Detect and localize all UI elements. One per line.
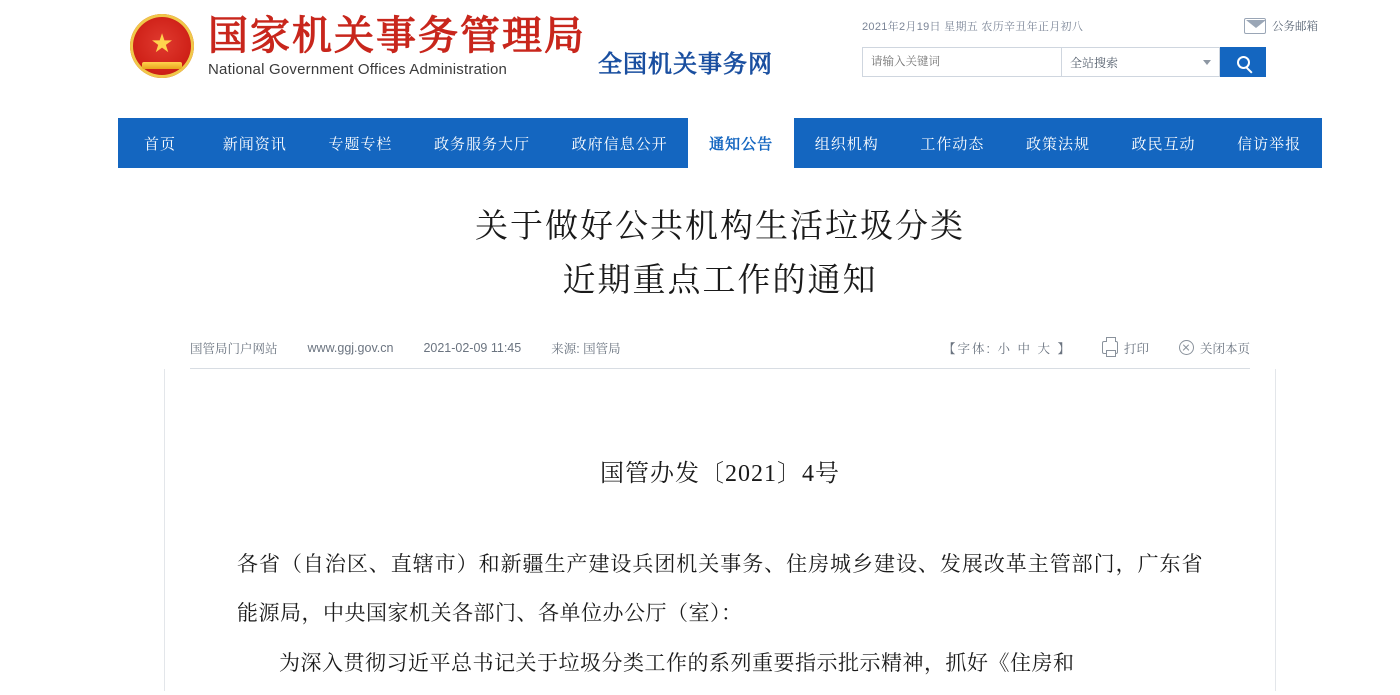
fontsize-medium-button[interactable]: 中 bbox=[1017, 341, 1032, 356]
document-paragraph-1: 各省（自治区、直辖市）和新疆生产建设兵团机关事务、住房城乡建设、发展改革主管部门，广东省能源局，中央国家机关各部门、各单位办公厅（室）： bbox=[237, 551, 1203, 626]
article-title-line1: 关于做好公共机构生活垃圾分类 bbox=[475, 209, 965, 245]
fontsize-controls bbox=[943, 339, 1072, 357]
search-input[interactable] bbox=[862, 47, 1062, 77]
national-emblem-icon bbox=[130, 14, 194, 78]
brand-title-cn: 国家机关事务管理局 bbox=[208, 13, 586, 58]
search-bar bbox=[862, 47, 1322, 77]
close-circle-icon bbox=[1179, 340, 1194, 355]
nav-item-news[interactable]: 新闻资讯 bbox=[222, 135, 287, 153]
date-row bbox=[862, 18, 1322, 34]
mail-icon bbox=[1244, 18, 1266, 34]
nav-item-home[interactable]: 首页 bbox=[143, 135, 176, 153]
fontsize-large-button[interactable]: 大 bbox=[1037, 341, 1052, 356]
left-gutter bbox=[0, 0, 118, 695]
article-meta-left bbox=[190, 339, 621, 357]
print-label: 打印 bbox=[1123, 341, 1149, 356]
right-gutter bbox=[1322, 0, 1400, 695]
site-slogan: 全国机关事务网 bbox=[598, 52, 773, 78]
nav-item-policies[interactable]: 政策法规 bbox=[1025, 135, 1090, 153]
header-utilities bbox=[862, 18, 1322, 77]
site-header bbox=[118, 0, 1322, 118]
site-brand[interactable] bbox=[130, 14, 586, 78]
document-number: 国管办发〔2021〕4号 bbox=[600, 460, 840, 487]
meta-source-site: 国管局门户网站 bbox=[190, 341, 278, 356]
search-icon bbox=[1237, 56, 1250, 69]
article-meta bbox=[118, 339, 1322, 357]
close-label: 关闭本页 bbox=[1199, 341, 1250, 356]
nav-item-info-disclosure[interactable]: 政府信息公开 bbox=[571, 135, 668, 153]
nav-item-service-hall[interactable]: 政务服务大厅 bbox=[433, 135, 530, 153]
brand-text bbox=[208, 14, 586, 78]
meta-source: 来源: 国管局 bbox=[551, 341, 621, 356]
fontsize-prefix: 【字体: bbox=[942, 341, 992, 356]
nav-item-topics[interactable]: 专题专栏 bbox=[328, 135, 393, 153]
article-meta-right bbox=[943, 339, 1250, 357]
chevron-down-icon bbox=[1203, 60, 1211, 65]
meta-datetime: 2021-02-09 11:45 bbox=[423, 340, 522, 355]
fontsize-suffix: 】 bbox=[1057, 341, 1072, 356]
mail-link[interactable] bbox=[1244, 18, 1318, 34]
main-nav bbox=[118, 118, 1322, 168]
article bbox=[118, 168, 1322, 695]
mail-label: 公务邮箱 bbox=[1272, 21, 1318, 33]
meta-url: www.ggj.gov.cn bbox=[307, 340, 394, 355]
nav-item-interaction[interactable]: 政民互动 bbox=[1131, 135, 1196, 153]
brand-title-en: National Government Offices Administration bbox=[208, 61, 508, 78]
document-body bbox=[164, 369, 1276, 691]
nav-item-work-updates[interactable]: 工作动态 bbox=[920, 135, 985, 153]
nav-item-organization[interactable]: 组织机构 bbox=[814, 135, 879, 153]
search-scope-select[interactable] bbox=[1062, 47, 1220, 77]
printer-icon bbox=[1102, 341, 1118, 354]
page-title bbox=[118, 168, 1322, 309]
document-paragraph-2: 为深入贯彻习近平总书记关于垃圾分类工作的系列重要指示批示精神，抓好《住房和 bbox=[279, 650, 1075, 675]
search-button[interactable] bbox=[1220, 47, 1266, 77]
close-page-button[interactable] bbox=[1179, 339, 1250, 357]
search-scope-label: 全站搜索 bbox=[1070, 55, 1119, 70]
current-date: 2021年2月19日 星期五 农历辛丑年正月初八 bbox=[862, 21, 1084, 33]
article-title-line2: 近期重点工作的通知 bbox=[562, 263, 878, 300]
nav-item-announcements[interactable]: 通知公告 bbox=[688, 118, 794, 168]
fontsize-small-button[interactable]: 小 bbox=[997, 341, 1012, 356]
print-button[interactable] bbox=[1102, 339, 1149, 357]
nav-item-complaints[interactable]: 信访举报 bbox=[1237, 135, 1302, 153]
